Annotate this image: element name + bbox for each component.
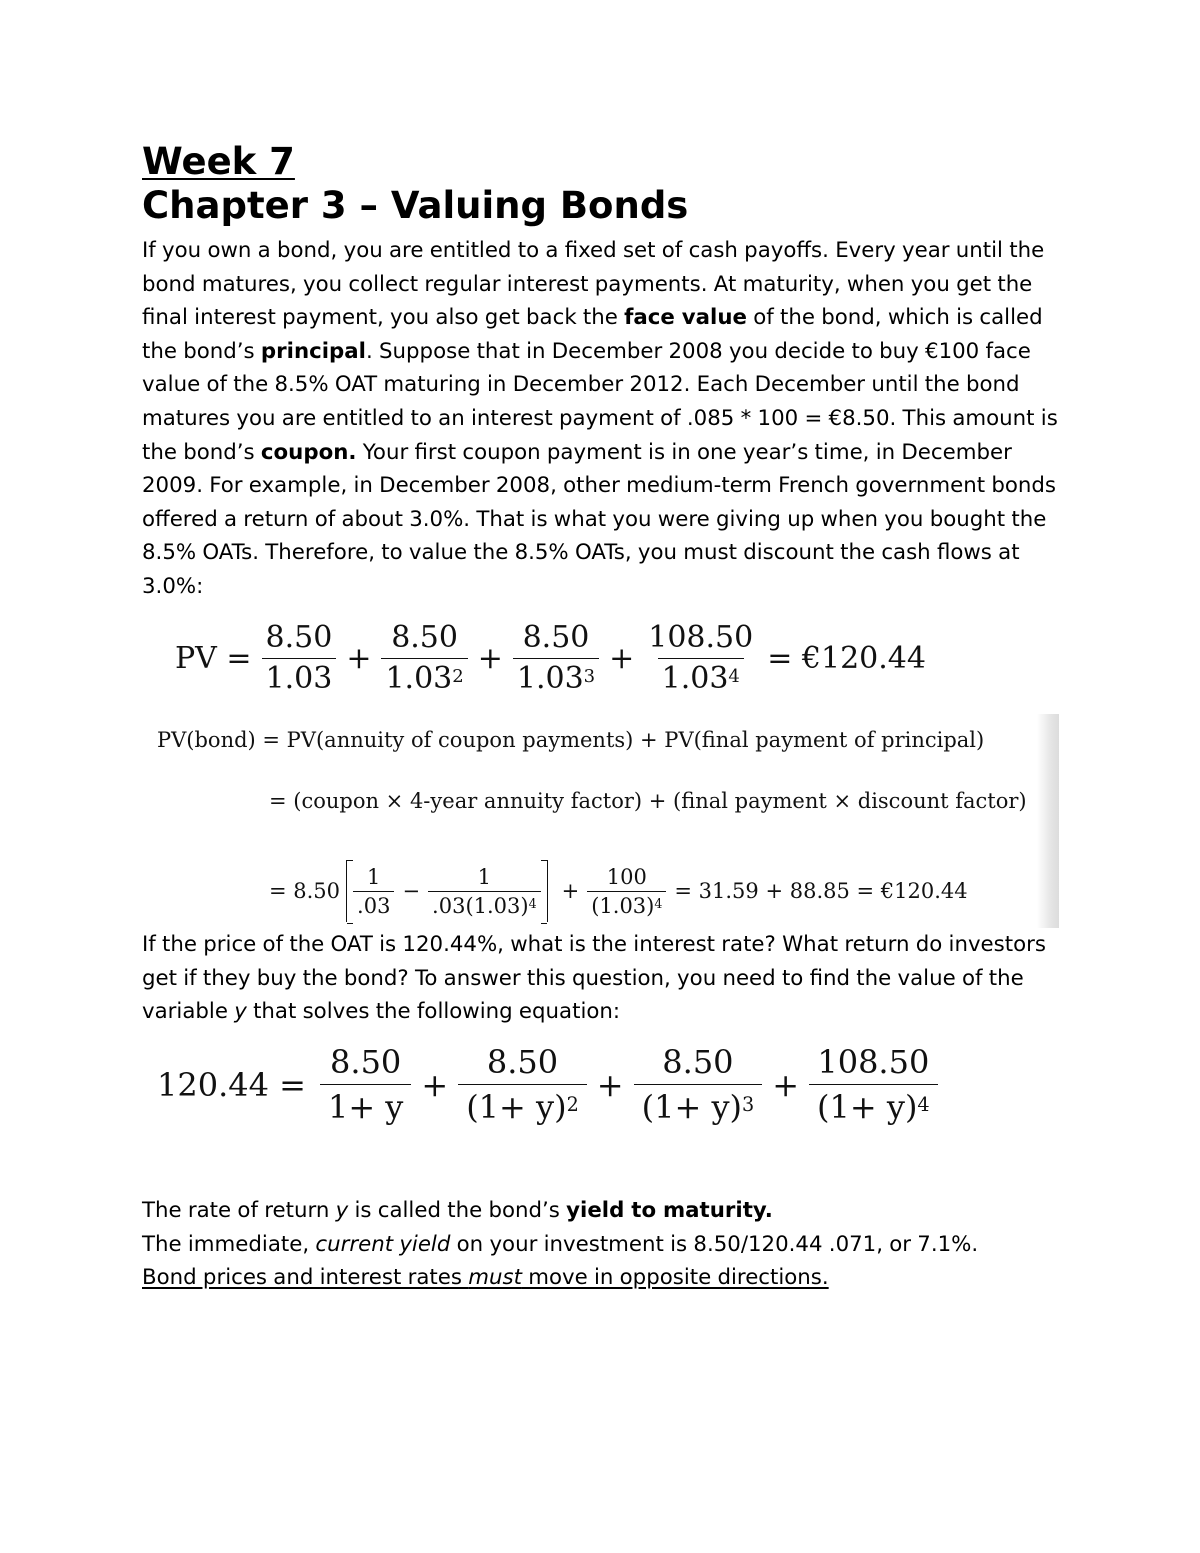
pv-term-1-denominator: 1.03: [262, 658, 337, 699]
discount-fraction-numerator: 100: [606, 864, 647, 889]
annuity-fraction-1: [353, 863, 394, 920]
pv-term-2: [381, 618, 467, 699]
plus-sign: +: [561, 879, 580, 903]
discount-fraction: [587, 863, 666, 920]
yield-term-2-numerator: 8.50: [486, 1043, 559, 1081]
question-paragraph: [142, 928, 1072, 1029]
annuity-bracket: [346, 860, 548, 922]
yield-term-1: [320, 1040, 411, 1129]
yield-equation: [157, 1040, 938, 1129]
plus-sign: +: [772, 1065, 800, 1104]
yield-term-4: [809, 1040, 938, 1129]
term-current-yield: current yield: [315, 1231, 451, 1257]
pv-term-3-numerator: 8.50: [522, 620, 590, 655]
pv-term-4-denominator: [658, 658, 744, 699]
discount-fraction-base: (1.03): [591, 893, 655, 918]
yield-term-1-denominator: 1+ y: [320, 1084, 411, 1129]
yield-term-4-numerator: 108.50: [817, 1043, 930, 1081]
intro-text-3: . Suppose that in December 2008 you decide to buy €100 face value of the 8.5% OAT maturing in December 2012. Each December until the bond matures you are entitled to an interest payment of .085 * 100 = €8.50. This amount is the bond’s: [142, 338, 1058, 465]
variable-y: y: [335, 1198, 349, 1223]
yield-term-3-denominator: [634, 1084, 763, 1129]
yield-term-2-exponent: 2: [566, 1093, 579, 1116]
current-yield-text-1: The immediate,: [142, 1231, 316, 1257]
yield-lhs: 120.44 =: [157, 1065, 306, 1104]
yield-term-4-exponent: 4: [917, 1093, 930, 1116]
annuity-fraction-1-denominator: .03: [353, 891, 394, 920]
yield-term-3-numerator: 8.50: [662, 1043, 734, 1081]
yield-term-1-numerator: 8.50: [330, 1043, 402, 1081]
variable-y: y: [234, 999, 247, 1025]
bond-eq-prefix: = 8.50: [269, 879, 341, 903]
bond-eq-line-1: PV(bond) = PV(annuity of coupon payments) + PV(final payment of principal): [157, 728, 985, 752]
annuity-fraction-2: [428, 863, 541, 920]
bond-value-figure: [153, 714, 1059, 928]
term-principal: principal: [260, 338, 366, 364]
yield-term-4-denominator: [809, 1084, 938, 1129]
pv-term-2-denominator: [381, 658, 467, 699]
yield-term-3: [634, 1040, 763, 1129]
term-yield-to-maturity: yield to maturity.: [566, 1198, 773, 1223]
takeaway-text-1: Bond prices and interest rates: [142, 1265, 469, 1291]
yield-term-3-exponent: 3: [742, 1093, 755, 1116]
discount-fraction-exponent: 4: [654, 895, 663, 911]
yield-term-2-denominator: [458, 1084, 587, 1129]
plus-sign: +: [421, 1065, 449, 1104]
pv-term-4-base: 1.03: [661, 661, 729, 696]
takeaway-text-2: move in opposite directions.: [521, 1265, 829, 1291]
pv-result: = €120.44: [767, 641, 926, 676]
annuity-fraction-1-numerator: 1: [367, 864, 381, 889]
yield-term-4-base: (1+ y): [817, 1088, 918, 1126]
ytm-text-1: The rate of return: [142, 1198, 336, 1223]
plus-sign: +: [477, 641, 503, 676]
pv-term-4: [644, 618, 757, 699]
question-text-2: that solves the following equation:: [246, 999, 621, 1025]
pv-term-2-numerator: 8.50: [391, 620, 458, 655]
term-face-value: face value: [624, 305, 747, 331]
ytm-sentence: [142, 1194, 1072, 1228]
discount-fraction-denominator: [587, 891, 666, 920]
key-takeaway-sentence: [142, 1261, 1072, 1295]
pv-term-2-base: 1.03: [385, 661, 453, 696]
plus-sign: +: [596, 1065, 624, 1104]
question-text-1: If the price of the OAT is 120.44%, what is the interest rate? What return do investors get if they buy the bond? To answer this question, you need to find the value of the variable: [142, 932, 1046, 1025]
yield-term-2-base: (1+ y): [466, 1088, 567, 1126]
current-yield-text-2: on your investment is 8.50/120.44 .071, or 7.1%.: [450, 1231, 979, 1257]
annuity-fraction-2-numerator: 1: [477, 864, 492, 889]
plus-sign: +: [609, 641, 635, 676]
pv-term-1: [262, 618, 337, 699]
pv-term-3-base: 1.03: [516, 661, 584, 696]
pv-term-4-numerator: 108.50: [648, 620, 754, 655]
annuity-fraction-2-base: .03(1.03): [432, 893, 529, 918]
yield-term-3-base: (1+ y): [641, 1088, 742, 1126]
bond-eq-line-3: [269, 860, 976, 922]
annuity-fraction-2-denominator: [428, 891, 541, 920]
pv-lhs: PV =: [175, 641, 252, 676]
pv-term-4-exponent: 4: [728, 666, 740, 687]
intro-text-4: Your first coupon payment is in one year’s time, in December 2009. For example, in December 2008, other medium-term French government bonds offered a return of about 3.0%. That is what you were giving up when you bought the 8.5% OATs. Therefore, to value the 8.5% OATs, you must discount the cash flows at 3.0%:: [142, 439, 1057, 599]
pv-term-2-exponent: 2: [452, 666, 464, 687]
plus-sign: +: [346, 641, 372, 676]
intro-text-1: If you own a bond, you are entitled to a fixed set of cash payoffs. Every year until the bond matures, you collect regular interest payments. At maturity, when you get the final interest payment, you also get back the: [142, 238, 1045, 331]
pv-term-1-numerator: 8.50: [265, 620, 333, 655]
minus-sign: −: [402, 879, 421, 903]
annuity-fraction-2-exponent: 4: [528, 895, 537, 911]
pv-term-3: [513, 618, 599, 699]
chapter-title: Chapter 3 – Valuing Bonds: [142, 184, 689, 227]
term-coupon: coupon.: [260, 439, 357, 465]
pv-term-3-exponent: 3: [583, 666, 596, 687]
term-must: must: [468, 1265, 522, 1291]
closing-section: [142, 1194, 1072, 1295]
intro-text-2: of the bond, which is called the bond’s: [142, 305, 1043, 364]
current-yield-sentence: [142, 1228, 1072, 1262]
bond-eq-result: = 31.59 + 88.85 = €120.44: [674, 879, 968, 903]
figure-edge-shadow: [1037, 714, 1059, 928]
bond-eq-line-2: = (coupon × 4-year annuity factor) + (final payment × discount factor): [269, 789, 1027, 813]
intro-paragraph: [142, 234, 1062, 604]
document-page: [142, 140, 1072, 604]
yield-term-2: [458, 1040, 587, 1129]
pv-equation: [175, 618, 936, 699]
week-title: Week 7: [142, 140, 295, 183]
pv-term-3-denominator: [513, 658, 599, 699]
ytm-text-2: is called the bond’s: [348, 1198, 567, 1223]
